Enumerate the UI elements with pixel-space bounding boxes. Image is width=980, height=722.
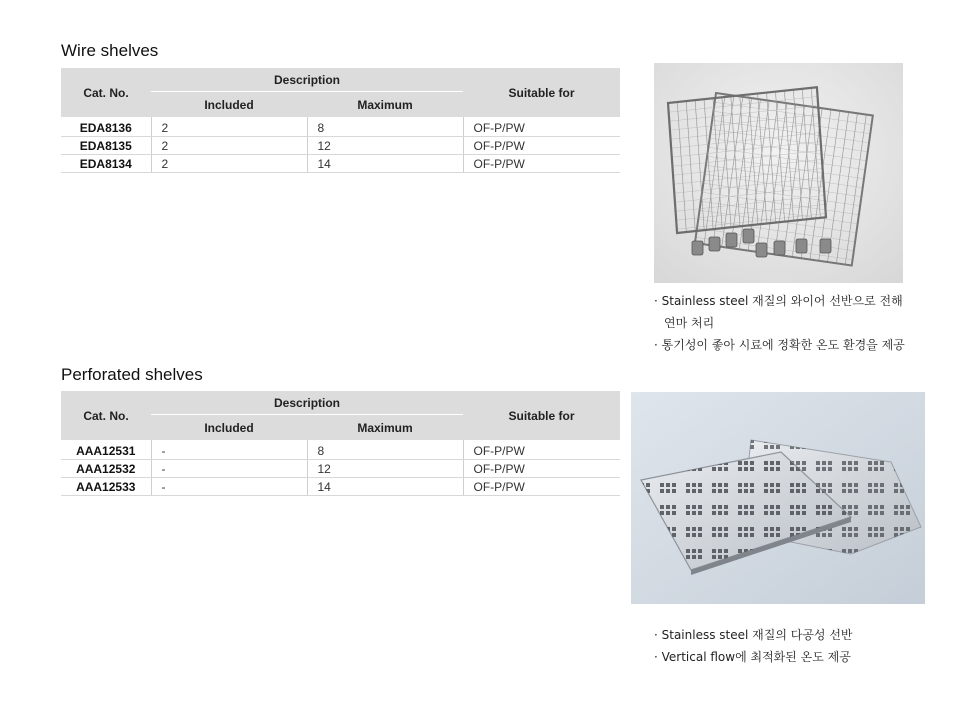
suitable-cell: OF-P/PW	[463, 460, 620, 478]
header-cat-no: Cat. No.	[61, 68, 151, 117]
cat-no-cell: EDA8135	[61, 137, 151, 155]
included-cell: 2	[151, 117, 307, 137]
table-row	[61, 137, 620, 155]
suitable-cell: OF-P/PW	[463, 117, 620, 137]
suitable-cell: OF-P/PW	[463, 478, 620, 496]
table-row	[61, 117, 620, 137]
perforated-shelves-notes	[654, 624, 853, 668]
maximum-cell: 8	[307, 440, 463, 460]
header-description: Description	[151, 68, 463, 92]
suitable-cell: OF-P/PW	[463, 155, 620, 173]
header-included: Included	[151, 92, 307, 117]
maximum-cell: 8	[307, 117, 463, 137]
suitable-cell: OF-P/PW	[463, 137, 620, 155]
cat-no-cell: EDA8134	[61, 155, 151, 173]
perforated-shelves-title: Perforated shelves	[61, 365, 203, 384]
cat-no-cell: AAA12531	[61, 440, 151, 460]
included-cell: -	[151, 460, 307, 478]
included-cell: 2	[151, 137, 307, 155]
header-maximum: Maximum	[307, 415, 463, 440]
table-row	[61, 460, 620, 478]
wire-shelves-title: Wire shelves	[61, 41, 159, 60]
maximum-cell: 14	[307, 478, 463, 496]
header-suitable-for: Suitable for	[463, 391, 620, 440]
wire-shelves-notes	[654, 290, 905, 356]
suitable-cell: OF-P/PW	[463, 440, 620, 460]
table-row	[61, 155, 620, 173]
maximum-cell: 12	[307, 137, 463, 155]
included-cell: -	[151, 478, 307, 496]
wire-shelf-photo	[654, 63, 903, 283]
cat-no-cell: AAA12532	[61, 460, 151, 478]
perforated-shelves-table	[61, 391, 620, 496]
maximum-cell: 14	[307, 155, 463, 173]
header-description: Description	[151, 391, 463, 415]
note-line: · Stainless steel 재질의 와이어 선반으로 전해	[654, 294, 903, 308]
cat-no-cell: EDA8136	[61, 117, 151, 137]
note-line: · Stainless steel 재질의 다공성 선반	[654, 628, 853, 642]
note-line: 연마 처리	[664, 316, 715, 330]
table-row	[61, 440, 620, 460]
table-row	[61, 478, 620, 496]
header-suitable-for: Suitable for	[463, 68, 620, 117]
cat-no-cell: AAA12533	[61, 478, 151, 496]
wire-shelves-table	[61, 68, 620, 173]
included-cell: 2	[151, 155, 307, 173]
header-cat-no: Cat. No.	[61, 391, 151, 440]
note-line: · Vertical flow에 최적화된 온도 제공	[654, 650, 851, 664]
header-maximum: Maximum	[307, 92, 463, 117]
maximum-cell: 12	[307, 460, 463, 478]
note-line: · 통기성이 좋아 시료에 정확한 온도 환경을 제공	[654, 338, 905, 352]
included-cell: -	[151, 440, 307, 460]
perforated-shelf-photo	[631, 392, 925, 604]
header-included: Included	[151, 415, 307, 440]
